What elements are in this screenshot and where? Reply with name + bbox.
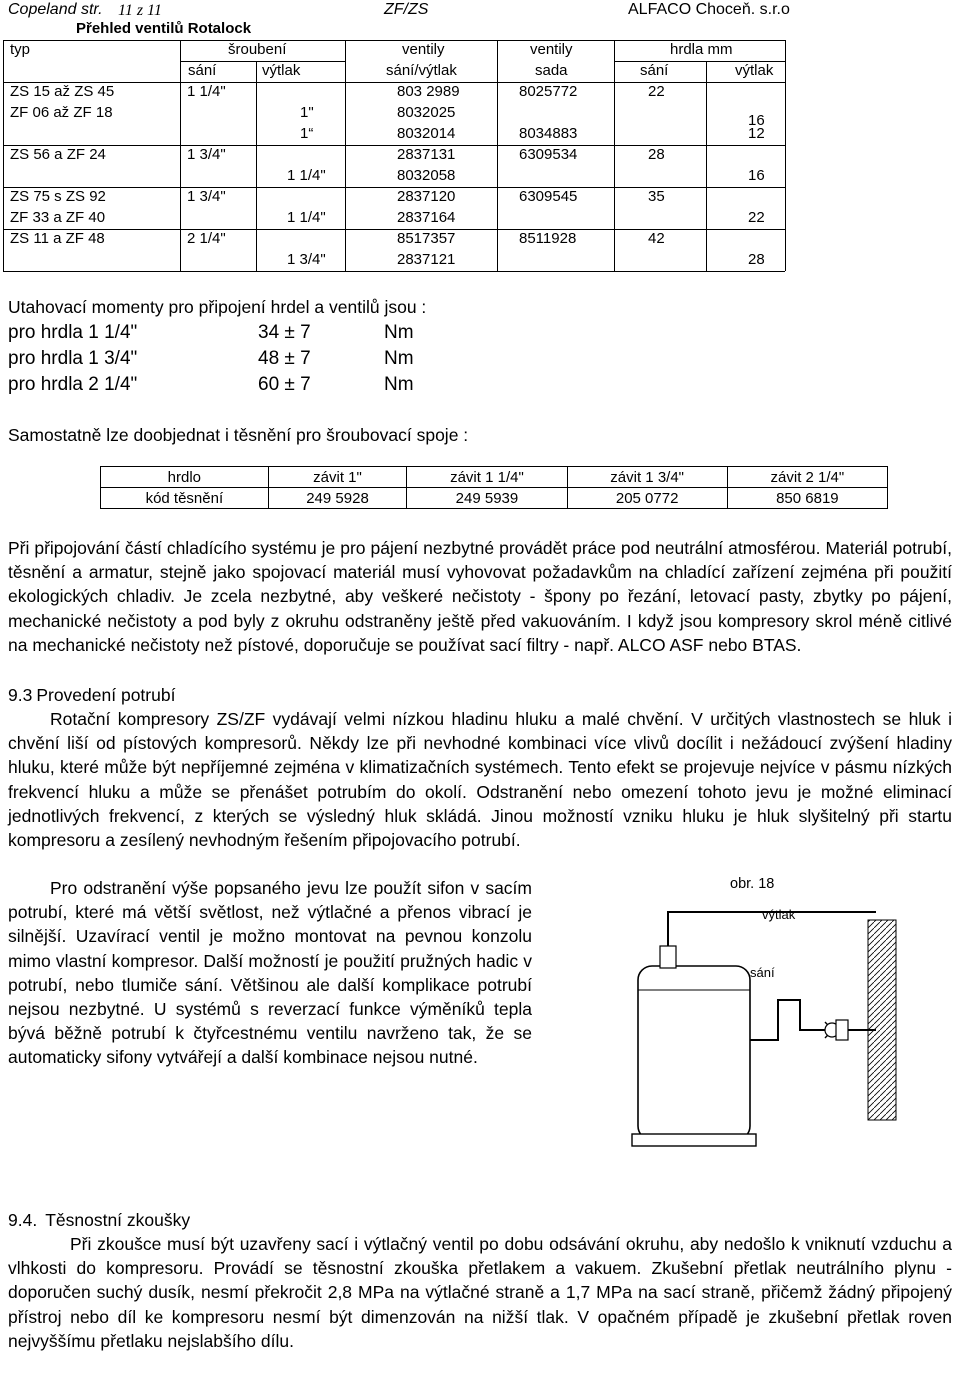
row-6-hvytlak: 22 [748,209,765,226]
paragraph-brazing: Při připojování částí chladícího systému je pro pájení nezbytné provádět práce pod neutrální atmosférou. Materiál potrubí, těsnění a armatur, stejně jako spojovací materiál musí vyhovovat požadavkům na chladící zařízení zejména při použití ekologických chladiv. Je zcela nezbytné, aby veškeré nečistoty - špony po řezání, letovací pasty, zbytky po pájení, mechanické nečistoty a pod byly z okruhu odstraněny ještě před vakuováním. I když jsou kompresory skrol méně citlivé na mechanické nečistoty než pístové, doporučuje se používat sací filtry - např. ALCO ASF nebo BTAS. [8,538,952,655]
row-2-vytlak: 1“ [300,125,314,142]
row-8-ventil: 2837121 [397,251,456,268]
header-center: ZF/ZS [384,1,429,18]
label-suction: sání [750,965,775,980]
section-9-3-heading [8,683,175,707]
sub-set: sada [535,62,568,79]
col-set: ventily [530,41,573,58]
torque-label: pro hrdla 2 1/4" [8,374,138,395]
row-3-ventil: 2837131 [397,146,456,163]
col-screws: šroubení [228,41,287,58]
page-header [8,0,958,22]
header-left: Copeland str. [8,1,103,18]
row-5-ventil: 2837120 [397,188,456,205]
row-7-typ: ZS 11 a ZF 48 [10,230,105,247]
torque-unit: Nm [384,322,414,343]
row-5-typ: ZS 75 s ZS 92 [10,188,106,205]
seals-table [100,466,888,509]
row-7-sani: 2 1/4" [187,230,226,247]
torque-unit: Nm [384,348,414,369]
row-6-vytlak: 1 1/4" [287,209,326,226]
seals-code-cell: 249 5928 [268,488,407,509]
torque-unit: Nm [384,374,414,395]
figure-caption: obr. 18 [730,876,775,892]
row-3-typ: ZS 56 a ZF 24 [10,146,106,163]
section-title: Provedení potrubí [36,685,176,705]
row-3-hsani: 28 [648,146,665,163]
seals-head-cell: hrdlo [101,467,269,488]
row-8-vytlak: 1 3/4" [287,251,326,268]
row-5-sada: 6309545 [519,188,578,205]
torque-value: 60 ± 7 [258,374,311,395]
row-2-sada: 8034883 [519,125,578,142]
seals-head-cell: závit 1 3/4" [567,467,727,488]
row-0-ventil: 803 2989 [397,83,460,100]
sub-hrdla-vytlak: výtlak [735,62,774,79]
torque-label: pro hrdla 1 1/4" [8,322,138,343]
torque-value: 48 ± 7 [258,348,311,369]
col-typ: typ [10,41,31,58]
sub-screws-vytlak: výtlak [262,62,301,79]
sub-screws-sani: sání [188,62,217,79]
seals-head-cell: závit 2 1/4" [727,467,887,488]
col-hrdla: hrdla mm [670,41,733,58]
paragraph-leak-test: Při zkoušce musí být uzavřeny sací i výtlačný ventil po dobu odsávání okruhu, aby nedošlo k vniknutí vzduchu a vlhkosti do kompresoru. Provádí se těsnostní zkouška přetlakem a vakuem. Zkušební přetlak neutrálního plynu - doporučen suchý dusík, nesmí překročit 2,8 MPa na výtlačné straně a 1,7 MPa na sací straně, přičemž žádný připojený přístroj nebo díl ke kompresoru nesmí být dimenzován na nižší tlak. V opačném případě je zkušební přetlak roven nejvyššímu přetlaku nejslabšího dílu. [8,1234,952,1351]
row-3-sada: 6309534 [519,146,578,163]
seals-code-cell: 205 0772 [567,488,727,509]
sub-hrdla-sani: sání [640,62,669,79]
row-0-sada: 8025772 [519,83,578,100]
torque-label: pro hrdla 1 3/4" [8,348,138,369]
wall [868,920,896,1120]
seals-head-cell: závit 1 1/4" [407,467,567,488]
row-8-hvytlak: 28 [748,251,765,268]
seals-code-row [101,488,888,509]
row-5-sani: 1 3/4" [187,188,226,205]
sub-valves: sání/výtlak [386,62,457,79]
compressor-drawing [610,880,910,1160]
row-5-hsani: 35 [648,188,665,205]
header-page-number: 11 z 11 [118,2,162,19]
paragraph-noise: Rotační kompresory ZS/ZF vydávají velmi nízkou hladinu hluku a malé chvění. V určitých vlastnostech se hluk i chvění liší od pístových kompresorů. Někdy lze při nevhodné kombinaci více vlivů docílit i nežádoucí zvýšení hladiny hluku, které může být nepříjemné zejména v klimatizačních systémech. Tento efekt se projevuje nejvíce v pásmu nízkých frekvencí hluku a může se přenášet potrubím do okolí. Odstranění nebo omezení tohoto jevu je možné eliminací jednotlivých frekvencí, z kterých se výsledný hluk skládá. Jinou možností vzniku hluku je hluk slyšitelný při startu kompresoru a zesílený nevhodným řešením připojovacího potrubí. [8,709,952,851]
section-9-4-heading [8,1208,190,1232]
row-1-hvytlak: 16 [748,112,765,129]
seals-head-row [101,467,888,488]
row-0-typ: ZS 15 až ZS 45 [10,83,115,100]
col-valves: ventily [402,41,445,58]
row-0-sani: 1 1/4" [187,83,226,100]
header-right: ALFACO Choceň. s.r.o [628,1,790,18]
section-number: 9.4. [8,1210,38,1230]
row-4-vytlak: 1 1/4" [287,167,326,184]
row-4-hvytlak: 16 [748,167,765,184]
row-1-vytlak: 1" [300,104,314,121]
row-6-ventil: 2837164 [397,209,456,226]
row-7-ventil: 8517357 [397,230,456,247]
row-1-typ: ZF 06 až ZF 18 [10,104,113,121]
seals-code-cell: 850 6819 [727,488,887,509]
row-2-ventil: 8032014 [397,125,456,142]
torque-value: 34 ± 7 [258,322,311,343]
compressor-body [638,966,750,1140]
seals-code-cell: 249 5939 [407,488,567,509]
seals-code-cell: kód těsnění [101,488,269,509]
torque-intro: Utahovací momenty pro připojení hrdel a ventilů jsou : [8,297,427,317]
paragraph-siphon: Pro odstranění výše popsaného jevu lze použít sifon v sacím potrubí, které má větší světlost, než výtlačné a přenos vibrací je silnější. Uzavírací ventil je možno montovat na pevnou konzolu mimo vlastní kompresor. Další možností je použití pružných hadic v potrubí, nebo tlumiče sání. Většinou ale další komplikace potrubí nejsou nezbytné. U systémů s reverzací funkce výměníků tepla bývá běžně potrubí k čtyřcestnému ventilu navrženo tak, že se automaticky sifony vytvářejí a další kombinace nejsou nutné. [8,878,532,1068]
torque-row-2 [8,372,608,398]
row-2-hvytlak: 12 [748,125,765,142]
row-3-sani: 1 3/4" [187,146,226,163]
row-6-typ: ZF 33 a ZF 40 [10,209,106,226]
row-4-ventil: 8032058 [397,167,456,184]
section-number: 9.3 [8,685,33,705]
section-title: Těsnostní zkoušky [45,1210,191,1230]
label-discharge: výtlak [762,907,796,922]
row-7-sada: 8511928 [519,230,577,247]
figure-compressor [610,876,910,1160]
torque-row-0 [8,320,608,346]
row-7-hsani: 42 [648,230,665,247]
torque-row-1 [8,346,608,372]
row-1-ventil: 8032025 [397,104,456,121]
valves-table-title: Přehled ventilů Rotalock [76,20,252,37]
row-0-hsani: 22 [648,83,665,100]
seals-head-cell: závit 1" [268,467,407,488]
seals-intro: Samostatně lze doobjednat i těsnění pro šroubovací spoje : [8,425,469,445]
